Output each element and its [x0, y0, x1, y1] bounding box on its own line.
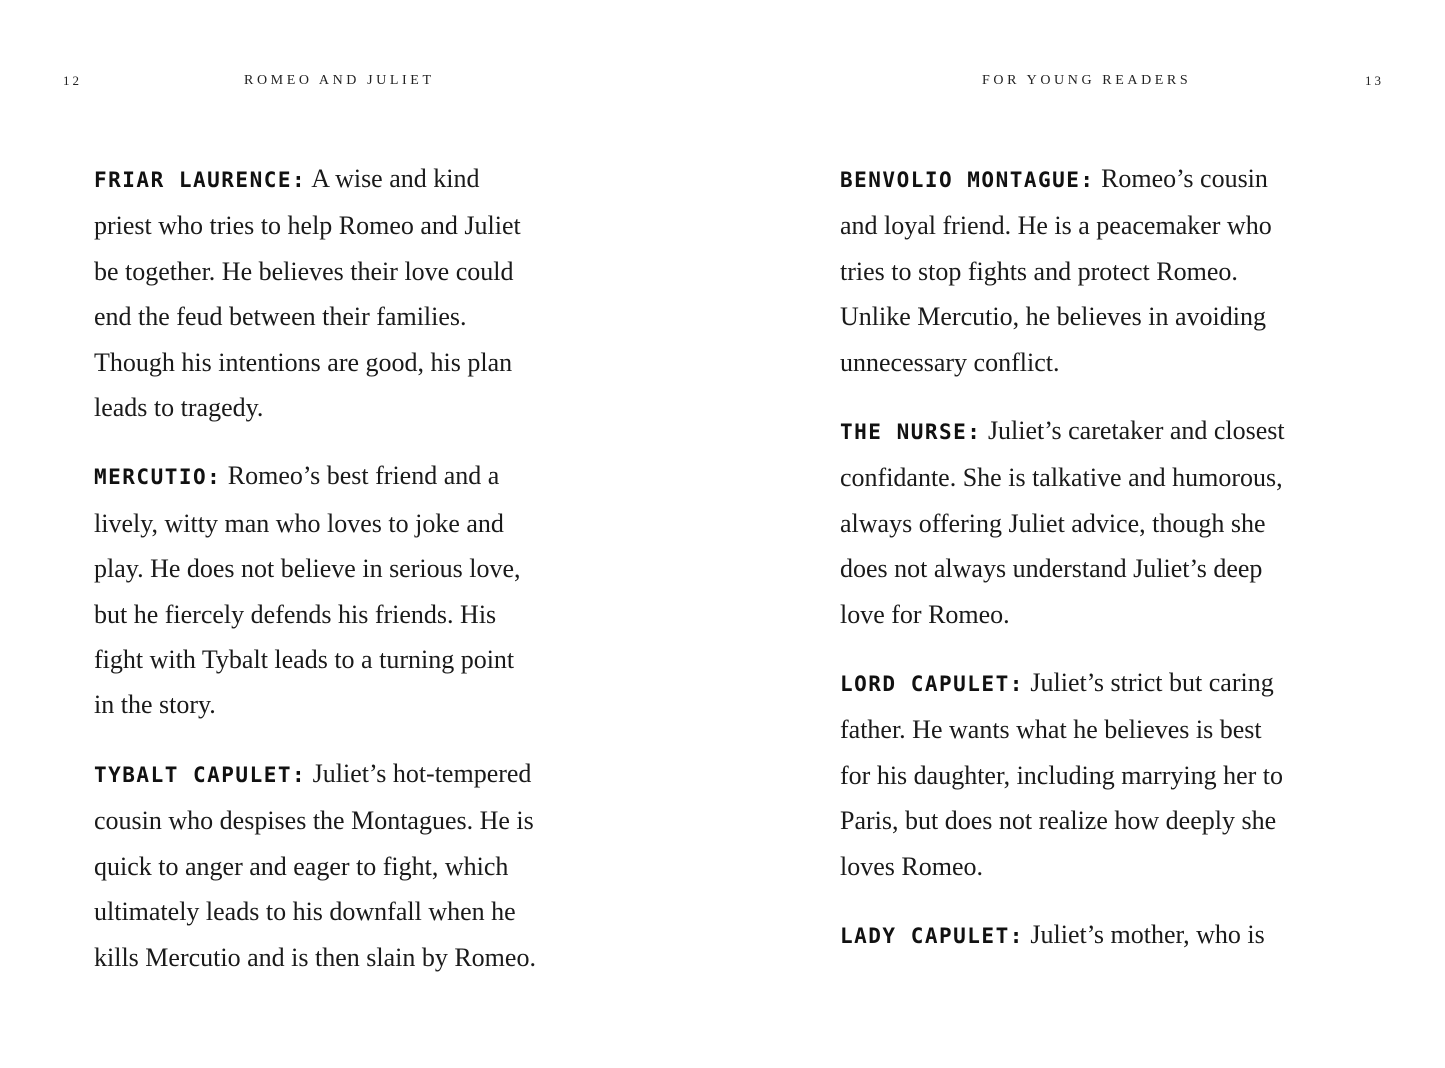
running-head: ROMEO AND JULIET — [244, 73, 435, 88]
text-line: and loyal friend. He is a peacemaker who — [840, 211, 1272, 241]
character-entry — [94, 453, 594, 727]
text-line: in the story. — [94, 690, 216, 720]
left-page — [0, 0, 722, 1068]
text-line: lively, witty man who loves to joke and — [94, 508, 504, 538]
character-entry — [840, 156, 1352, 385]
text-line: Unlike Mercutio, he believes in avoiding — [840, 302, 1267, 332]
character-entry — [94, 751, 594, 980]
character-name: BENVOLIO MONTAGUE: — [840, 168, 1095, 192]
text-line: father. He wants what he believes is best — [840, 715, 1262, 745]
text-line: for his daughter, including marrying her to — [840, 760, 1284, 790]
character-entry — [840, 408, 1352, 637]
character-name: THE NURSE: — [840, 420, 982, 445]
text-line: Paris, but does not realize how deeply she — [840, 806, 1277, 836]
text-line: kills Mercutio and is then slain by Romeo. — [94, 942, 536, 972]
text-line: Romeo’s cousin — [1094, 164, 1268, 193]
character-name: TYBALT CAPULET: — [94, 762, 307, 787]
character-name: MERCUTIO: — [94, 465, 222, 490]
character-list — [840, 156, 1352, 983]
character-entry — [94, 156, 594, 430]
text-line: priest who tries to help Romeo and Juliet — [94, 211, 521, 241]
character-list — [94, 156, 594, 1003]
text-line: always offering Juliet advice, though she — [840, 508, 1266, 538]
text-line: fight with Tybalt leads to a turning point — [94, 645, 515, 675]
text-line: leads to tragedy. — [94, 393, 264, 423]
text-line: unnecessary conflict. — [840, 347, 1060, 377]
text-line: tries to stop fights and protect Romeo. — [840, 256, 1238, 286]
character-entry — [840, 912, 1352, 959]
text-line: love for Romeo. — [840, 599, 1010, 629]
text-line: loves Romeo. — [840, 851, 983, 881]
text-line: Juliet’s mother, who is — [1023, 920, 1265, 950]
right-page — [722, 0, 1445, 1068]
text-line: Juliet’s hot-tempered — [306, 758, 532, 788]
running-head: FOR YOUNG READERS — [982, 73, 1192, 88]
text-line: Though his intentions are good, his plan — [94, 347, 513, 377]
text-line: ultimately leads to his downfall when he — [94, 897, 516, 927]
page-number: 12 — [63, 73, 82, 88]
text-line: confidante. She is talkative and humorous, — [840, 463, 1283, 493]
text-line: Romeo’s best friend and a — [221, 461, 500, 491]
page-number: 13 — [1365, 73, 1384, 88]
text-line: A wise and kind — [306, 164, 480, 193]
text-line: play. He does not believe in serious love, — [94, 554, 521, 584]
text-line: Juliet’s caretaker and closest — [981, 416, 1285, 446]
character-entry — [840, 660, 1352, 889]
text-line: but he fiercely defends his friends. His — [94, 599, 497, 629]
text-line: does not always understand Juliet’s deep — [840, 554, 1263, 584]
text-line: end the feud between their families. — [94, 302, 467, 332]
text-line: be together. He believes their love could — [94, 256, 514, 286]
character-name: LADY CAPULET: — [840, 924, 1024, 949]
text-line: Juliet’s strict but caring — [1023, 668, 1274, 698]
character-name: FRIAR LAURENCE: — [94, 168, 307, 192]
text-line: cousin who despises the Montagues. He is — [94, 806, 534, 836]
character-name: LORD CAPULET: — [840, 672, 1024, 697]
text-line: quick to anger and eager to fight, which — [94, 851, 509, 881]
